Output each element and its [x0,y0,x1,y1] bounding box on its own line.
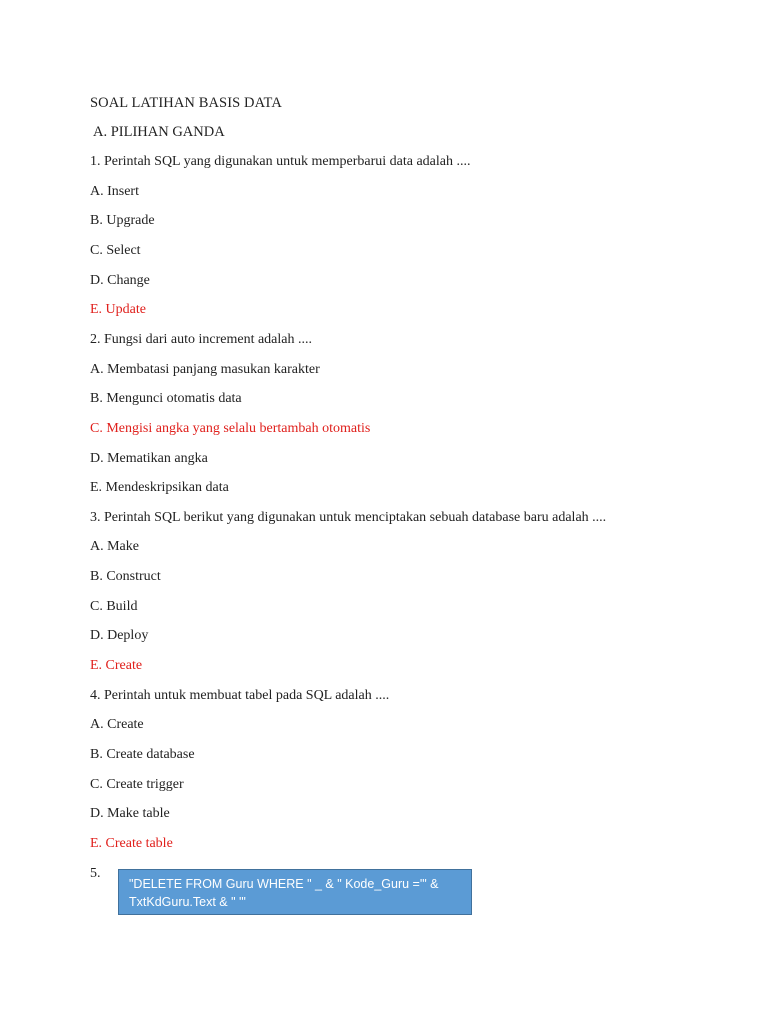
option-text: A. Insert [90,184,139,199]
option-text: B. Mengunci otomatis data [90,391,242,406]
answer-option: E. Update [90,302,146,317]
option-text: D. Deploy [90,628,149,643]
option-text: E. Mendeskripsikan data [90,480,229,495]
document-title: SOAL LATIHAN BASIS DATA [90,95,282,111]
option-text: C. Build [90,599,138,614]
option-text: A. Membatasi panjang masukan karakter [90,362,320,377]
section-heading: A. PILIHAN GANDA [93,124,225,140]
code-line-2: TxtKdGuru.Text & " '" [129,895,246,909]
option-text: C. Create trigger [90,777,184,792]
question-text: 5. [90,866,101,881]
answer-option: E. Create table [90,836,173,851]
answer-option: C. Mengisi angka yang selalu bertambah otomatis [90,421,371,436]
question-text: 2. Fungsi dari auto increment adalah .... [90,332,312,347]
question-text: 1. Perintah SQL yang digunakan untuk memperbarui data adalah .... [90,154,471,169]
question-text: 4. Perintah untuk membuat tabel pada SQL adalah .... [90,688,390,703]
answer-option: E. Create [90,658,143,673]
option-text: A. Create [90,717,144,732]
option-text: B. Upgrade [90,213,155,228]
option-text: D. Make table [90,806,170,821]
option-text: D. Change [90,273,150,288]
code-line-1: "DELETE FROM Guru WHERE " _ & " Kode_Guru ='" & [129,877,439,891]
code-snippet-box [118,869,472,915]
option-text: B. Create database [90,747,195,762]
option-text: A. Make [90,539,139,554]
option-text: B. Construct [90,569,161,584]
option-text: D. Mematikan angka [90,451,208,466]
option-text: C. Select [90,243,141,258]
question-text: 3. Perintah SQL berikut yang digunakan untuk menciptakan sebuah database baru adalah .... [90,510,607,525]
